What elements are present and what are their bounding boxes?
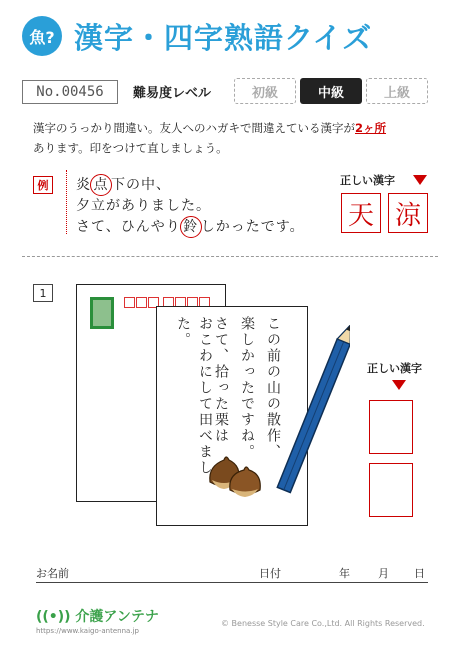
instructions-text-before: 漢字のうっかり間違い。友人へのハガキで間違えている漢字が xyxy=(33,121,355,135)
question-number: 1 xyxy=(33,284,53,302)
section-divider xyxy=(22,256,438,257)
brand-name: 介護アンテナ xyxy=(75,609,159,625)
level-advanced: 上級 xyxy=(366,78,428,104)
example-text: 下の中、 xyxy=(111,177,171,193)
question-correct-kanji-label: 正しい漢字 xyxy=(367,362,422,375)
level-beginner: 初級 xyxy=(234,78,296,104)
example-line-3 xyxy=(76,216,305,236)
year-label: 年 xyxy=(339,567,350,580)
antenna-icon: ((•)) xyxy=(36,609,71,625)
quiz-number: No.00456 xyxy=(22,80,118,104)
example-divider xyxy=(66,170,68,234)
zip-box xyxy=(124,297,135,308)
name-label: お名前 xyxy=(36,567,69,580)
example-line-2: 夕立がありました。 xyxy=(76,198,211,214)
example-badge: 例 xyxy=(33,176,53,194)
month-label: 月 xyxy=(378,567,389,580)
example-correct-kanji-label: 正しい漢字 xyxy=(340,174,395,187)
brand-logo xyxy=(36,606,159,626)
example-mistake-circle: 点 xyxy=(90,174,112,196)
example-text: しかったです。 xyxy=(200,219,305,235)
postcard-line-4: おこわにして田べました。 xyxy=(175,316,213,476)
answer-box-1[interactable] xyxy=(369,400,413,454)
difficulty-label: 難易度レベル xyxy=(133,86,212,101)
example-mistake-circle: 鈴 xyxy=(180,216,202,238)
stamp-icon xyxy=(90,297,114,329)
example-text: 炎 xyxy=(76,177,91,193)
example-answer-box: 天 xyxy=(341,193,381,233)
fish-question-logo-icon: 魚? xyxy=(22,16,62,56)
instructions-text-after: あります。印をつけて直しましょう。 xyxy=(33,141,228,155)
postcard-line-1: この前の山の散作、 xyxy=(265,316,281,460)
pencil-icon xyxy=(270,325,350,525)
example-text: さて、ひんやり xyxy=(76,219,181,235)
level-intermediate-selected: 中級 xyxy=(300,78,362,104)
example-answer-box: 涼 xyxy=(388,193,428,233)
day-label: 日 xyxy=(414,567,425,580)
date-label: 日付 xyxy=(259,567,281,580)
down-triangle-icon xyxy=(413,175,427,185)
instructions-highlight: 2ヶ所 xyxy=(355,121,387,135)
chestnut-icon xyxy=(204,452,264,498)
example-line-1 xyxy=(76,174,171,194)
zip-box xyxy=(136,297,147,308)
postcard-line-2: 楽しかったですね。 xyxy=(239,316,255,460)
brand-url: https://www.kaigo-antenna.jp xyxy=(36,627,139,635)
copyright: © Benesse Style Care Co.,Ltd. All Rights Reserved. xyxy=(221,619,425,628)
down-triangle-icon xyxy=(392,380,406,390)
page-title: 漢字・四字熟語クイズ xyxy=(74,21,373,55)
name-date-line xyxy=(36,582,428,583)
instructions xyxy=(33,118,433,158)
answer-box-2[interactable] xyxy=(369,463,413,517)
postcard-line-3: さて、拾った栗は xyxy=(213,316,229,444)
